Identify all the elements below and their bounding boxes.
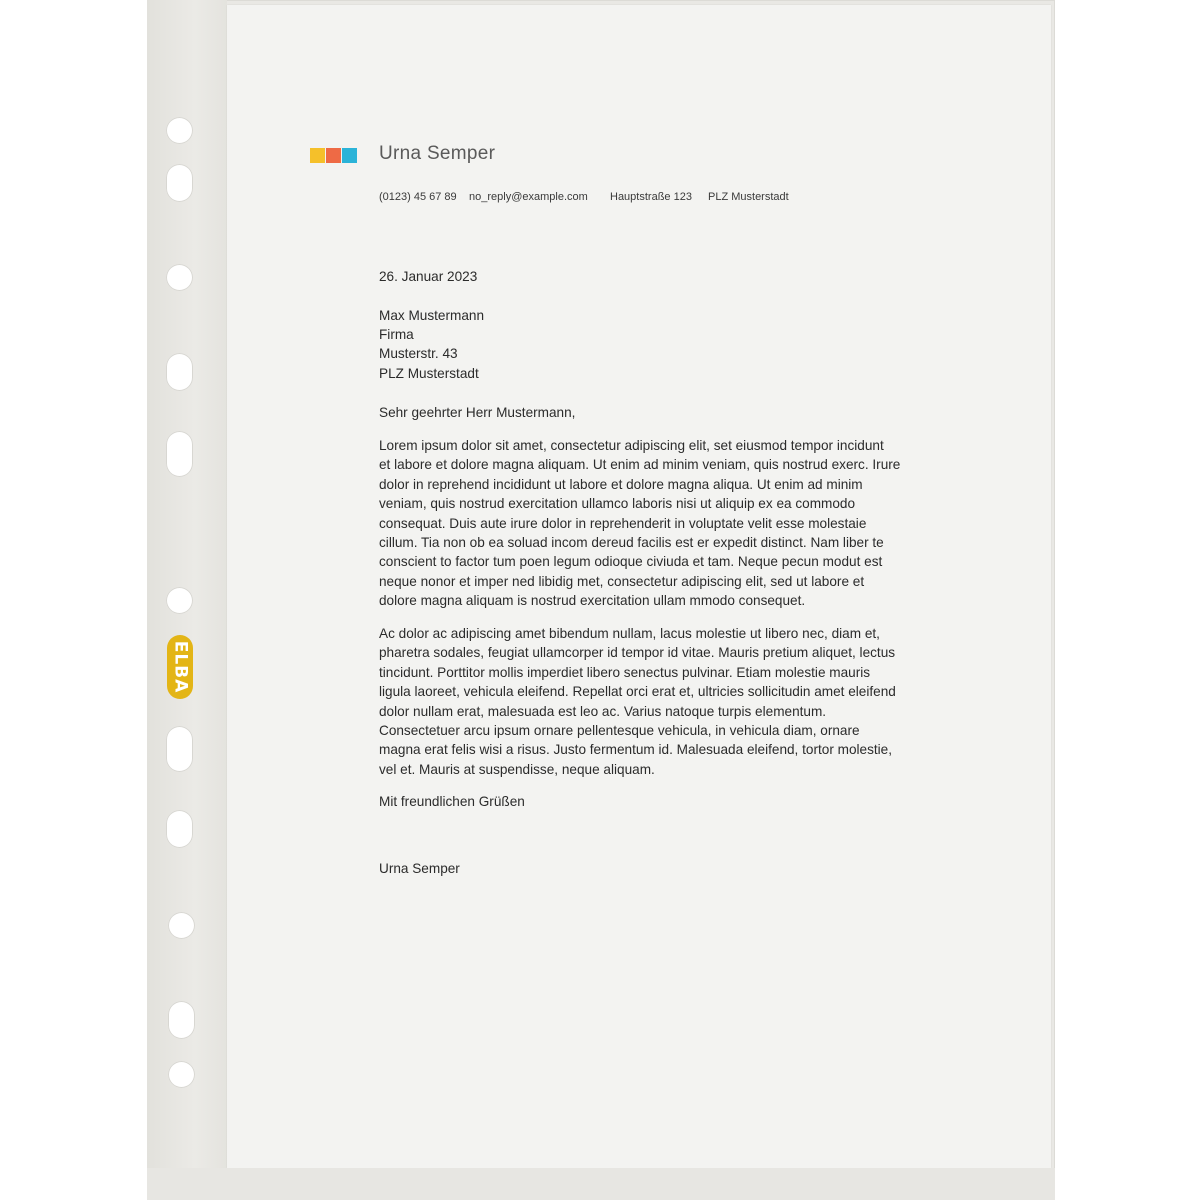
closing: Mit freundlichen Grüßen — [379, 794, 525, 809]
brand-logo-text: ELBA — [170, 640, 190, 694]
paragraph-line: Consectetuer arcu ipsum ornare pellentesque vehicula, in vehicula diam, ornare — [379, 723, 860, 739]
punch-hole — [166, 117, 193, 144]
signature-name: Urna Semper — [379, 861, 460, 876]
letterhead-logo — [310, 148, 357, 163]
recipient-name: Max Mustermann — [379, 308, 485, 323]
paragraph-line: veniam, quis nostrud exercitation ullamco laboris nisi ut aliquip ex ea commodo — [379, 496, 856, 512]
recipient-city: PLZ Musterstadt — [379, 366, 479, 381]
punch-hole — [166, 164, 193, 202]
paragraph-line: neque nonor et imper ned libidig met, consectetur adipiscing elit, sed ut labore et — [379, 573, 865, 589]
paragraph-line: cillum. Tia non ob ea soluad incom dereud facilis est er expedit distinct. Nam liber te — [379, 535, 884, 551]
recipient-company: Firma — [379, 327, 414, 342]
punch-hole — [166, 810, 193, 848]
paragraph-line: tincidunt. Porttitor mollis imperdiet libero senectus pulvinar. Etiam molestie mauris — [379, 664, 871, 680]
paragraph-line: consequat. Duis aute irure dolor in reprehenderit in voluptate velit esse molestaie — [379, 515, 867, 531]
paragraph-line: ligula laoreet, vehicula eleifend. Repellat orci erat et, ultricies sollicitudin amet eleifend — [379, 684, 896, 700]
punch-hole — [168, 912, 195, 939]
logo-square-blue — [342, 148, 357, 163]
punch-hole — [166, 431, 193, 477]
logo-square-yellow — [310, 148, 325, 163]
brand-logo-badge — [167, 635, 193, 699]
punch-hole — [166, 726, 193, 772]
body-paragraph-2 — [379, 624, 931, 779]
punch-hole — [166, 587, 193, 614]
logo-square-orange — [326, 148, 341, 163]
paragraph-line: dolor in reprehend incididunt ut labore et dolore magna aliqua. Ut enim ad minim — [379, 476, 863, 492]
salutation: Sehr geehrter Herr Mustermann, — [379, 405, 576, 420]
paragraph-line: pharetra sodales, feugiat ullamcorper id tempor id vitae. Mauris pretium aliquet, lectus — [379, 645, 896, 661]
paragraph-line: Ac dolor ac adipiscing amet bibendum nullam, lacus molestie ut libero nec, diam et, — [379, 626, 880, 641]
sleeve-bottom-edge — [147, 1168, 1055, 1200]
punch-hole — [166, 264, 193, 291]
punch-hole — [168, 1061, 195, 1088]
paragraph-line: et labore et dolore magna aliquam. Ut enim ad minim veniam, quis nostrud exerc. Irure — [379, 457, 901, 473]
paragraph-line: dolor nullam erat, malesuada est leo ac. Varius natoque turpis elementum. — [379, 703, 827, 719]
sender-name: Urna Semper — [379, 143, 496, 164]
paragraph-line: Lorem ipsum dolor sit amet, consectetur adipiscing elit, set eiusmod tempor incidunt — [379, 438, 884, 453]
recipient-street: Musterstr. 43 — [379, 346, 458, 361]
sender-email: no_reply@example.com — [469, 191, 588, 203]
body-paragraph-1 — [379, 436, 931, 611]
paragraph-line: conscient to factor tum poen legum odioque civiuda et tam. Neque pecun modut est — [379, 554, 883, 570]
paragraph-line: dolore magna aliquam is nostrud exercitation ullam mmodo consequet. — [379, 593, 806, 609]
sender-phone: (0123) 45 67 89 — [379, 191, 457, 203]
sender-city: PLZ Musterstadt — [708, 191, 789, 203]
punch-hole — [166, 353, 193, 391]
sender-street: Hauptstraße 123 — [610, 191, 692, 203]
paragraph-line: vel et. Mauris at suspendisse, neque aliquam. — [379, 761, 655, 777]
punch-hole — [168, 1001, 195, 1039]
letter-date: 26. Januar 2023 — [379, 269, 478, 284]
paragraph-line: magna erat felis wisi a risus. Justo fermentum id. Malesuada eleifend, tortor molestie, — [379, 742, 893, 758]
